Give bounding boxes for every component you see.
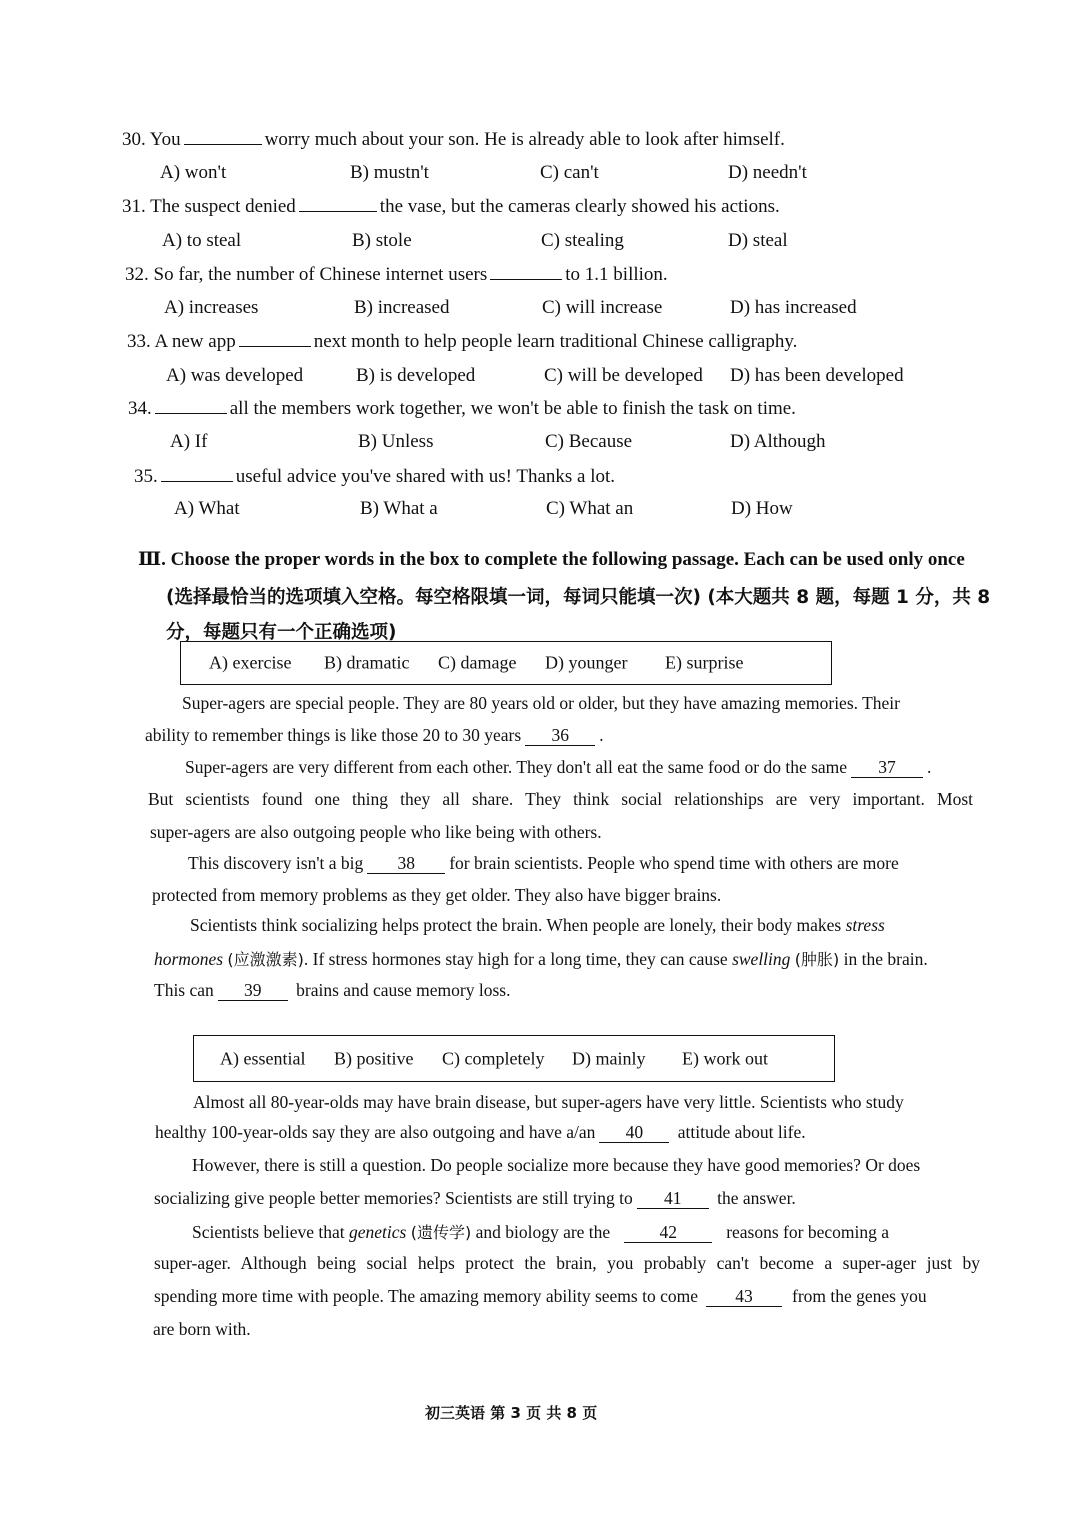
passage-text: from the genes you <box>792 1286 927 1306</box>
passage-text: for brain scientists. People who spend time with others are more <box>449 853 899 873</box>
question-text-pre: A new app <box>154 331 236 352</box>
passage-cn: (应激激素) <box>227 950 304 969</box>
passage-line <box>154 1188 796 1209</box>
question-number: 35. <box>134 466 158 487</box>
option-a: A) increases <box>164 297 259 318</box>
answer-blank <box>161 465 233 482</box>
answer-blank <box>490 263 562 280</box>
question-text-post: worry much about your son. He is already able to look after himself. <box>264 129 785 150</box>
passage-line <box>154 980 510 1001</box>
passage-text: This can <box>154 980 214 1000</box>
question-number: 30. <box>122 129 146 150</box>
word-box-option: B) positive <box>334 1048 414 1068</box>
option-d: D) needn't <box>728 162 807 183</box>
word-box-option: D) mainly <box>572 1048 646 1068</box>
blank-43: 43 <box>706 1286 782 1307</box>
option-b: B) is developed <box>356 365 476 386</box>
passage-text: Scientists believe that <box>192 1222 345 1242</box>
word-box-option: E) surprise <box>665 652 744 673</box>
section-heading: Ⅲ. Choose the proper words in the box to complete the following passage. Each can be used only once <box>138 549 965 570</box>
answer-blank <box>155 397 227 414</box>
word-box-option: E) work out <box>682 1048 768 1068</box>
passage-line: super-agers are also outgoing people who like being with others. <box>150 822 602 842</box>
passage-line: Super-agers are very different from each other. They don't all eat the same food or do the same 37 . <box>185 757 932 777</box>
answer-blank <box>239 330 311 347</box>
passage-text: Super-agers are very different from each other. They don't all eat the same food or do the same <box>185 757 848 777</box>
passage-line <box>192 1220 889 1243</box>
word-box-option: C) damage <box>438 652 517 673</box>
question-text-pre: You <box>149 129 181 150</box>
option-d: D) How <box>731 498 793 519</box>
question-number: 33. <box>127 331 151 352</box>
passage-text: in the brain. <box>843 949 928 969</box>
option-a: A) If <box>170 431 208 452</box>
passage-text: . If stress hormones stay high for a long time, they can cause <box>303 949 728 969</box>
passage-line: are born with. <box>153 1319 251 1339</box>
passage-text: spending more time with people. The amazing memory ability seems to come <box>154 1286 698 1306</box>
option-b: B) increased <box>354 297 450 318</box>
option-c: C) will increase <box>542 297 663 318</box>
option-c: C) will be developed <box>544 365 703 386</box>
passage-text: reasons for becoming a <box>726 1222 889 1242</box>
word-box-1 <box>180 641 832 685</box>
option-a: A) to steal <box>162 230 242 251</box>
passage-italic: stress <box>845 915 885 935</box>
blank-41: 41 <box>637 1188 709 1209</box>
option-c: C) stealing <box>541 230 624 251</box>
option-a: A) What <box>174 498 240 519</box>
option-c: C) Because <box>545 431 633 452</box>
blank-36: 36 <box>525 725 595 746</box>
passage-line: Super-agers are special people. They are 80 years old or older, but they have amazing memories. Their <box>182 693 900 713</box>
passage-text: brains and cause memory loss. <box>296 980 511 1000</box>
passage-text: socializing give people better memories? Scientists are still trying to <box>154 1188 633 1208</box>
passage-line <box>190 915 885 936</box>
word-box-option: C) completely <box>442 1048 545 1068</box>
question-text-post: the vase, but the cameras clearly showed his actions. <box>379 196 780 217</box>
passage-line: ability to remember things is like those 20 to 30 years 36 . <box>145 725 604 745</box>
question-text-pre: The suspect denied <box>150 196 296 217</box>
option-b: B) stole <box>352 230 412 251</box>
passage-cn: (遗传学) <box>410 1223 472 1242</box>
question-text-post: useful advice you've shared with us! Thanks a lot. <box>235 466 616 487</box>
word-box-option: A) essential <box>220 1048 306 1068</box>
passage-text: Scientists think socializing helps protect the brain. When people are lonely, their body makes <box>190 915 842 935</box>
word-box-option: B) dramatic <box>324 652 410 673</box>
passage-text: healthy 100-year-olds say they are also outgoing and have a/an <box>155 1122 596 1142</box>
blank-38: 38 <box>367 853 445 874</box>
passage-line <box>154 947 928 970</box>
passage-line: protected from memory problems as they get older. They also have bigger brains. <box>152 885 722 905</box>
passage-text: and biology are the <box>475 1222 611 1242</box>
passage-line: Almost all 80-year-olds may have brain disease, but super-agers have very little. Scientists who study <box>193 1092 904 1112</box>
passage-text: attitude about life. <box>677 1122 806 1142</box>
passage-line <box>155 1122 806 1143</box>
question-number: 34. <box>128 398 152 419</box>
passage-line <box>188 853 899 874</box>
passage-italic: genetics <box>348 1222 407 1242</box>
passage-italic: swelling <box>732 949 791 969</box>
passage-text: the answer. <box>717 1188 796 1208</box>
blank-39: 39 <box>218 980 288 1001</box>
blank-37: 37 <box>851 757 923 778</box>
answer-blank <box>299 195 377 212</box>
passage-line: super-ager. Although being social helps protect the brain, you probably can't become a super-ager just by <box>154 1253 980 1273</box>
section-instructions-cn-1: (选择最恰当的选项填入空格。每空格限填一词，每词只能填一次) (本大题共 8 题，每题 1 分，共 8 <box>166 587 991 608</box>
blank-40: 40 <box>599 1122 669 1143</box>
question-number: 32. <box>125 264 149 285</box>
question-text-post: all the members work together, we won't be able to finish the task on time. <box>229 398 796 419</box>
word-box-option: A) exercise <box>209 652 292 673</box>
page-footer: 初三英语 第 3 页 共 8 页 <box>425 1404 598 1422</box>
option-c: C) What an <box>546 498 634 519</box>
answer-blank <box>184 128 262 145</box>
option-a: A) was developed <box>166 365 304 386</box>
option-d: D) has been developed <box>730 365 904 386</box>
passage-line: But scientists found one thing they all share. They think social relationships are very important. Most <box>148 789 973 809</box>
blank-42: 42 <box>624 1222 712 1243</box>
passage-cn: (肿胀) <box>794 950 840 969</box>
question-number: 31. <box>122 196 146 217</box>
option-d: D) Although <box>730 431 826 452</box>
option-a: A) won't <box>160 162 227 183</box>
passage-line <box>154 1286 927 1307</box>
option-b: B) Unless <box>358 431 434 452</box>
option-c: C) can't <box>540 162 599 183</box>
passage-text: This discovery isn't a big <box>188 853 364 873</box>
word-box-option: D) younger <box>545 652 628 673</box>
passage-line: However, there is still a question. Do people socialize more because they have good memories? Or does <box>192 1155 921 1175</box>
word-box-2 <box>193 1035 835 1082</box>
question-text-pre: So far, the number of Chinese internet users <box>153 264 488 285</box>
option-d: D) steal <box>728 230 788 251</box>
passage-text: ability to remember things is like those 20 to 30 years <box>145 725 522 745</box>
option-b: B) mustn't <box>350 162 429 183</box>
option-d: D) has increased <box>730 297 857 318</box>
question-text-post: next month to help people learn traditional Chinese calligraphy. <box>313 331 798 352</box>
section-instructions-cn-2: 分，每题只有一个正确选项) <box>166 622 397 643</box>
option-b: B) What a <box>360 498 438 519</box>
question-text-post: to 1.1 billion. <box>565 264 668 285</box>
passage-italic: hormones <box>154 949 224 969</box>
